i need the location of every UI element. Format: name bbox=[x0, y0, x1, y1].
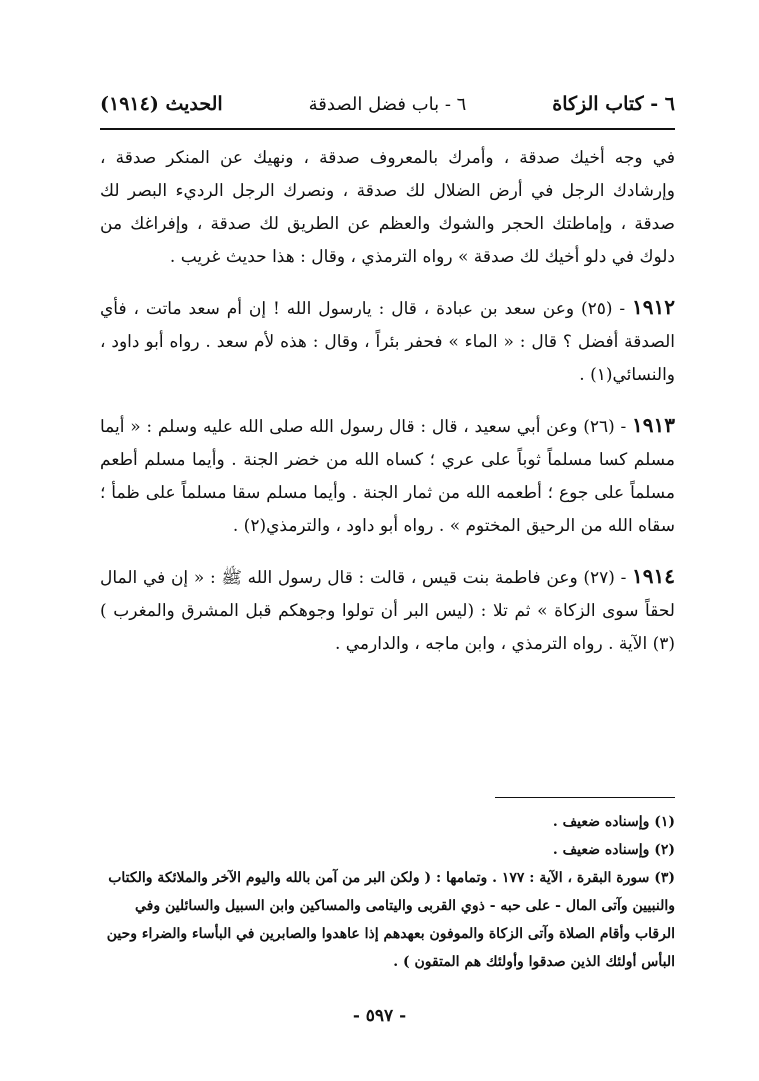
hadith-number: ١٩١٢ bbox=[632, 295, 675, 319]
hadith-number: ١٩١٣ bbox=[632, 413, 676, 437]
footnote-2: (٢) وإسناده ضعيف . bbox=[552, 842, 675, 858]
paragraph-text: - (٢٧) وعن فاطمة بنت قيس ، قالت : قال رسول الله ﷺ : « إن في المال لحقاً سوى الزكاة » ثم تلا : (ليس البر أن تولوا وجوهكم قبل المشرق والمغرب )(٣) الآية . رواه الترمذي ، وابن ماجه ، والدارمي . bbox=[100, 568, 675, 654]
header-chapter: ٦ - كتاب الزكاة bbox=[552, 93, 675, 115]
paragraph-text: في وجه أخيك صدقة ، وأمرك بالمعروف صدقة ، ونهيك عن المنكر صدقة ، وإرشادك الرجل في أرض الضلال لك صدقة ، ونصرك الرجل الرديء البصر لك صدقة ، وإماطتك الحجر والشوك والعظم عن الطريق لك صدقة ، وإفراغك من دلوك في دلو أخيك لك صدقة » رواه الترمذي ، وقال : هذا حديث غريب . bbox=[100, 148, 675, 267]
main-text bbox=[100, 140, 675, 678]
paragraph-continuation bbox=[100, 140, 675, 274]
footnote-3: (٣) سورة البقرة ، الآية : ١٧٧ . وتمامها : ( ولكن البر من آمن بالله واليوم الآخر والملائكة والكتاب والنبيين وآتى المال - على حبه - ذوي القربى واليتامى والمساكين وابن السبيل والسائلين وفي الرقاب وأقام الصلاة وآتى الزكاة والموفون بعهدهم إذا عاهدوا والصابرين في البأساء والضراء وحين البأس أولئك الذين صدقوا وأولئك هم المتقون ) . bbox=[106, 870, 675, 970]
header-rule bbox=[100, 128, 675, 130]
paragraph-hadith-1913 bbox=[100, 409, 675, 543]
header-section: ٦ - باب فضل الصدقة bbox=[308, 93, 467, 115]
paragraph-hadith-1912 bbox=[100, 291, 675, 392]
paragraph-hadith-1914 bbox=[100, 560, 675, 661]
footnote-rule bbox=[495, 797, 675, 798]
running-header bbox=[100, 84, 675, 124]
paragraph-text: - (٢٥) وعن سعد بن عبادة ، قال : يارسول الله ! إن أم سعد ماتت ، فأي الصدقة أفضل ؟ قال : « الماء » فحفر بئراً ، وقال : هذه لأم سعد . رواه أبو داود ، والنسائي(١) . bbox=[100, 299, 675, 385]
page-number: - ٥٩٧ - bbox=[352, 1006, 407, 1026]
paragraph-text: - (٢٦) وعن أبي سعيد ، قال : قال رسول الله صلى الله عليه وسلم : « أيما مسلم كسا مسلماً ثوباً على عري ؛ كساه الله من خضر الجنة . وأيما مسلم أطعم مسلماً على جوع ؛ أطعمه الله من ثمار الجنة . وأيما مسلم سقا مسلماً على ظمأ ؛ سقاه الله من الرحيق المختوم » . رواه أبو داود ، والترمذي(٢) . bbox=[100, 417, 675, 536]
footnotes bbox=[100, 808, 675, 976]
footnote-1: (١) وإسناده ضعيف . bbox=[552, 814, 675, 830]
hadith-number: ١٩١٤ bbox=[632, 564, 675, 588]
header-hadith-number: الحديث (١٩١٤) bbox=[100, 93, 223, 115]
